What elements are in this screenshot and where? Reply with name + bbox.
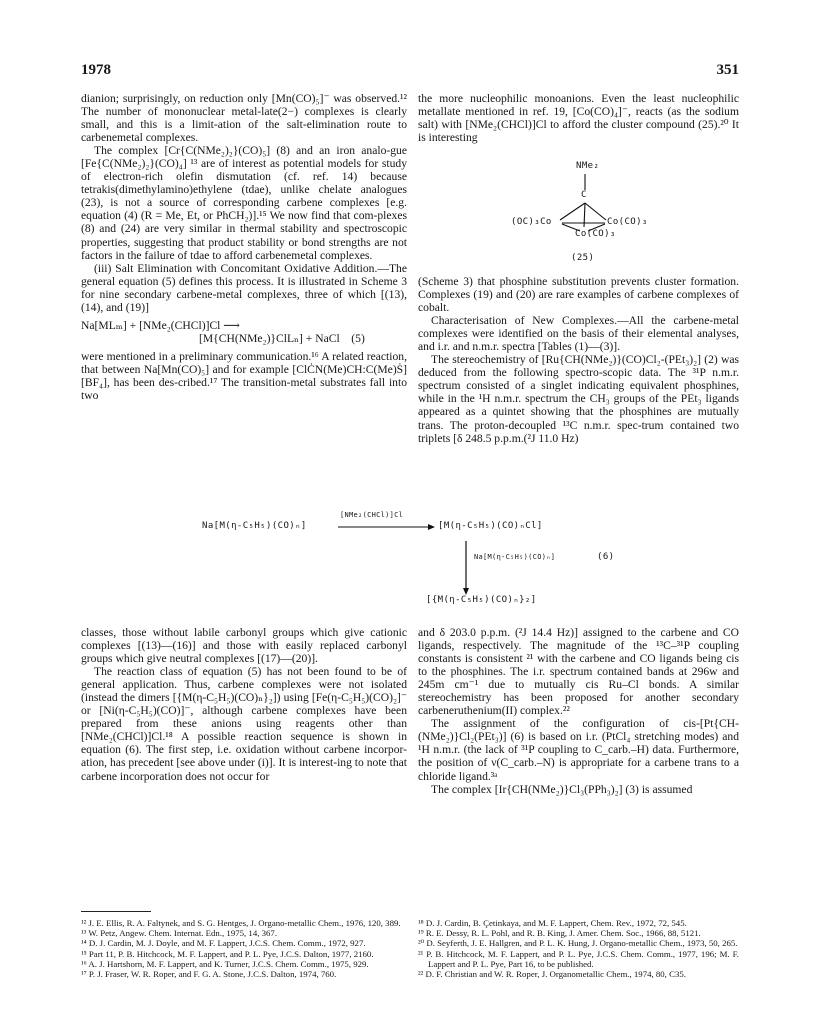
running-head-page-number: 351 [716, 62, 739, 78]
left-column-top [81, 92, 407, 402]
scheme-dimer-product: [{M(η-C₅H₅)(CO)ₙ}₂] [426, 595, 537, 605]
structure-25-number: (25) [571, 253, 595, 263]
structure-nme2-label: NMe₂ [576, 161, 600, 171]
paragraph-characterisation: Characterisation of New Complexes.—All the carbene-metal complexes were identified on the basis of their elemental analyses, and i.r. and n.m.r. spectra [Tables (1)—(3)]. [418, 314, 739, 354]
equation-5-line-1: Na[MLₘ] + [NMe₂(CHCl)]Cl ⟶ [81, 318, 240, 332]
right-column-bottom [418, 626, 739, 796]
structure-co-left-label: (OC)₃Co [511, 217, 552, 227]
structure-co-bottom-label: Co(CO)₃ [575, 229, 616, 239]
paragraph-nucleophilic-monoanions: the more nucleophilic monoanions. Even the least nucleophilic metallate mentioned in ref. 19, [Co(CO)₄]⁻, reacts (as the sodium salt) with [NMe₂(CHCl)]Cl to afford the cluster compound (25).²⁰ It is interesting [418, 92, 739, 145]
footnote-20: ²⁰ D. Seyferth, J. E. Hallgren, and P. L. K. Hung, J. Organo-metallic Chem., 1973, 50, 265. [418, 938, 738, 949]
footnote-17: ¹⁷ P. J. Fraser, W. R. Roper, and F. G. A. Stone, J.C.S. Dalton, 1974, 760. [81, 969, 337, 980]
scheme-reactant: Na[M(η-C₅H₅)(CO)ₙ] [202, 521, 307, 531]
paragraph-general-application: The reaction class of equation (5) has not been found to be of general application. Thus, carbene complexes were not isolated (instead the dimers [{M(η-C₅H₅)(CO)ₙ}₂]) using [Fe(η-C₅H₅)(CO)₂]⁻ or [Ni(η-C₅H₅)(CO)]⁻, although carbene complexes have been prepared from these anions using reagents other than [NMe₂(CHCl)]Cl.¹⁸ A possible reaction sequence is shown in equation (6). The first step, i.e. oxidation without carbene incorpor-ation, has precedent [see above under (i)]. It is interest-ing to note that carbene incorporation does not occur for [81, 665, 407, 783]
reaction-scheme-6 [0, 508, 817, 608]
structure-25-diagram [418, 158, 739, 268]
paragraph-stereochemistry-ru: The stereochemistry of [Ru{CH(NMe₂)}(CO)Cl₂-(PEt₃)₂] (2) was deduced from the following spectro-scopic data. The ³¹P n.m.r. spectrum consisted of a singlet indicating equivalent phosphines, while in the ¹H n.m.r. spectrum the CH₃ groups of the PEt₃ ligands appeared as a quintet showing that the phosphines are mutually trans. The proton-decoupled ¹³C n.m.r. spec-trum contained two triplets [δ 248.5 p.p.m.(²J 11.0 Hz) [418, 353, 739, 445]
footnote-18: ¹⁸ D. J. Cardin, B. Çetinkaya, and M. F. Lappert, Chem. Rev., 1972, 72, 545. [418, 918, 687, 928]
footnote-19: ¹⁹ R. E. Dessy, R. L. Pohl, and R. B. King, J. Amer. Chem. Soc., 1966, 88, 5121. [418, 928, 701, 939]
scheme-down-reagent: Na[M(η-C₅H₅)(CO)ₙ] [474, 553, 556, 561]
left-column-bottom [81, 626, 407, 783]
structure-25-bonds [418, 158, 739, 268]
running-head-year: 1978 [81, 62, 111, 78]
footnotes-right [418, 918, 739, 979]
footnote-16: ¹⁶ A. J. Hartshorn, M. F. Lappert, and K. Turner, J.C.S. Chem. Comm., 1975, 929. [81, 958, 369, 969]
paragraph-complex-8: The complex [Cr{C(NMe₂)₂}(CO)₅] (8) and an iron analo-gue [Fe{C(NMe₂)₂}(CO)₄] ¹³ are of interest as potential models for study of electron-rich olefin dismutation (cf. ref. 14) because tetrakis(dimethylamino)ethylene (tdae), unlike chelate analogues (23), is not a source of corresponding carbene complexes [e.g. equation (4) (R = Me, Et, or PhCH₂)].¹⁵ We now find that com-plexes (8) and (24) are very similar in thermal stability and spectroscopic properties, suggesting that product stability or bond strengths are not factors in the failure of tdae to afford carbenemetal complexes. [81, 144, 407, 262]
footnote-22: ²² D. F. Christian and W. R. Roper, J. Organometallic Chem., 1974, 80, C35. [418, 969, 686, 980]
footnote-rule-left [81, 911, 151, 912]
footnote-12: ¹² J. E. Ellis, R. A. Faltynek, and S. G. Hentges, J. Organo-metallic Chem., 1976, 120, 389. [81, 918, 401, 928]
right-column-top [418, 92, 739, 144]
footnote-15: ¹⁵ Part 11, P. B. Hitchcock, M. F. Lappert, and P. L. Pye, J.C.S. Dalton, 1977, 2160. [81, 948, 374, 959]
scheme-product: [M(η-C₅H₅)(CO)ₙCl] [438, 521, 543, 531]
right-column-top-continued [418, 275, 739, 445]
paragraph-dianion: dianion; surprisingly, on reduction only [Mn(CO)₅]⁻ was observed.¹² The number of mononuclear metal-late(2−) complexes is clearly small, and this is a limit-ation of the salt-elimination route to carbenemetal complexes. [81, 92, 407, 145]
footnote-13: ¹³ W. Petz, Angew. Chem. Internat. Edn., 1975, 14, 367. [81, 928, 278, 939]
scheme-arrows [0, 508, 817, 608]
equation-5-line-2: [M{CH(NMe₂)}ClLₙ] + NaCl (5) [199, 331, 365, 345]
scheme-reagent: [NMe₂(CHCl)]Cl [340, 511, 404, 519]
paragraph-pt-configuration: The assignment of the configuration of cis-[Pt{CH-(NMe₂)}Cl₂(PEt₃)] (6) is based on i.r. (PtCl₄ stretching modes) and ¹H n.m.r. (the lack of ³¹P coupling to C_carb.–H) data. Furthermore, the position of ν(C_carb.–N) is appropriate for a carbene trans to a chloride ligand.³ᵃ [418, 717, 739, 783]
footnote-14: ¹⁴ D. J. Cardin, M. J. Doyle, and M. F. Lappert, J.C.S. Chem. Comm., 1972, 927. [81, 938, 366, 949]
paragraph-classes: classes, those without labile carbonyl groups which give cationic complexes [(13)—(16)] and those with easily replaced carbonyl groups which give neutral complexes [(17)—(20)]. [81, 626, 407, 666]
footnotes-left [81, 918, 407, 979]
paragraph-preliminary-communication: were mentioned in a preliminary communication.¹⁶ A related reaction, that between Na[Mn(CO)₅] and for example [ClĊN(Me)CH:C(Me)Ṡ][BF₄], has been des-cribed.¹⁷ The transition-metal substrates fall into two [81, 349, 407, 403]
paragraph-carbene-co-ligands: and δ 203.0 p.p.m. (²J 14.4 Hz)] assigned to the carbene and CO ligands, respectively. The magnitude of the ¹³C–³¹P coupling constants is consistent ²¹ with the carbene and CO ligands being cis to the phosphines. The i.r. spectrum contained bands at 296w and 245m cm⁻¹ due to mutually cis Ru–Cl bonds. A similar stereochemistry has been proposed for another secondary carbeneruthenium(II) complex.²² [418, 626, 739, 718]
structure-carbon-label: C [581, 190, 587, 200]
paragraph-phosphine-substitution: (Scheme 3) that phosphine substitution prevents cluster formation. Complexes (19) and (20) are rare examples of carbene complexes of cobalt. [418, 275, 739, 315]
paragraph-salt-elimination: (iii) Salt Elimination with Concomitant Oxidative Addition.—The general equation (5) defines this process. It is illustrated in Scheme 3 for nine secondary carbene-metal complexes, three of which [(13), (14), and (19)] [81, 261, 407, 314]
structure-co-right-label: Co(CO)₃ [607, 217, 648, 227]
footnote-21: ²¹ P. B. Hitchcock, M. F. Lappert, and P. L. Pye, J.C.S. Chem. Comm., 1977, 196; M. F. Lappert and P. L. Pye, Part 16, to be published. [418, 948, 739, 969]
scheme-equation-number: (6) [597, 552, 615, 562]
paragraph-ir-complex: The complex [Ir{CH(NMe₂)}Cl₃(PPh₃)₂] (3) is assumed [431, 782, 693, 796]
